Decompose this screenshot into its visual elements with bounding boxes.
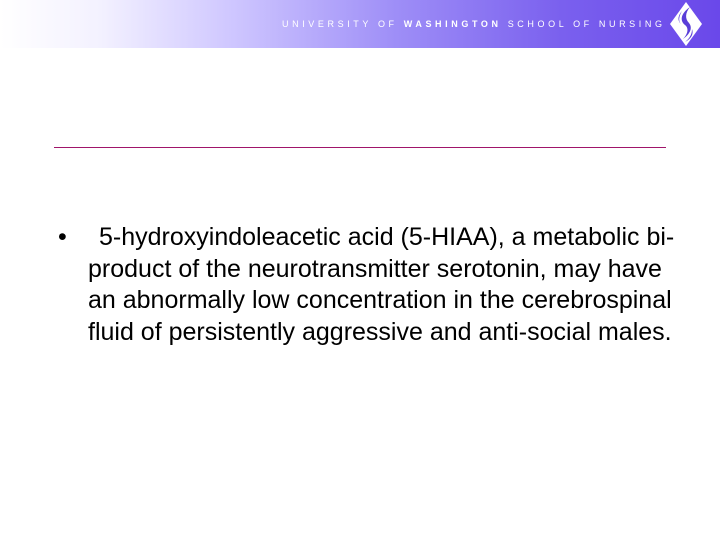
bullet-text: 5-hydroxyindoleacetic acid (5-HIAA), a metabolic bi-product of the neurotransmitter serotonin, may have an abnormally low concentration in the cerebrospinal fluid of persistently aggressive and anti-social males.: [88, 223, 675, 346]
header-title-part1: UNIVERSITY OF: [282, 19, 404, 29]
bullet-item: [58, 222, 678, 348]
header-banner: [0, 0, 720, 48]
title-divider: [54, 147, 666, 148]
header-title-part2: SCHOOL OF NURSING: [501, 19, 666, 29]
header-title-bold: WASHINGTON: [403, 19, 502, 29]
bullet-dot: •: [58, 223, 67, 251]
uw-nursing-flame-logo-icon: [668, 1, 704, 47]
header-title: [282, 19, 666, 29]
